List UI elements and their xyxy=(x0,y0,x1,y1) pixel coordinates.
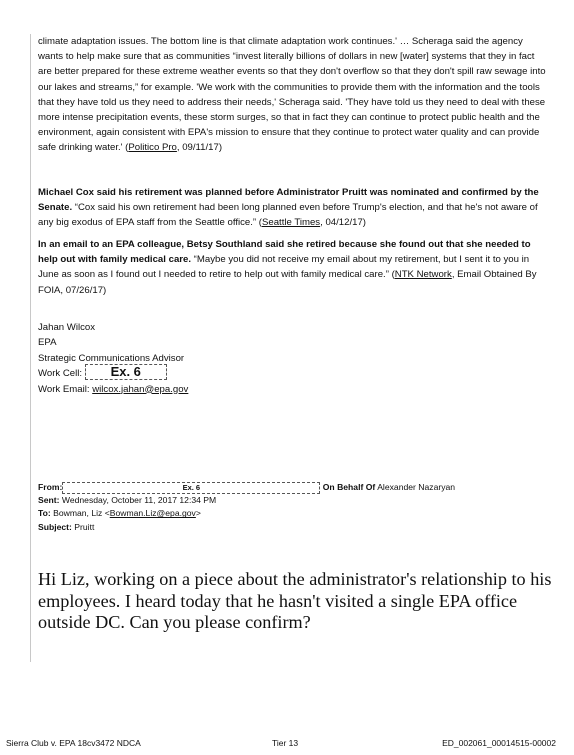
politico-link[interactable]: Politico Pro xyxy=(128,142,177,154)
politico-date: , 09/11/17) xyxy=(176,142,223,154)
cox-date: , 04/12/17) xyxy=(320,217,366,229)
signature-title: Strategic Communications Advisor xyxy=(38,352,185,364)
southland-heading: In an email to an EPA colleague, Betsy Southland said she retired because she found out that she needed to help out with family medical care. xyxy=(38,239,531,266)
subject-row xyxy=(38,521,558,534)
southland-date: , Email Obtained By FOIA, 07/26/17) xyxy=(38,269,537,296)
from-row xyxy=(38,481,558,494)
signature-block xyxy=(38,320,338,397)
signature-email-link[interactable]: wilcox.jahan@epa.gov xyxy=(92,383,189,395)
cox-heading: Michael Cox said his retirement was planned before Administrator Pruitt was nominated and confirmed by the Senate. xyxy=(38,187,539,214)
behalf-name: Alexander Nazaryan xyxy=(377,482,456,492)
ntk-network-link[interactable]: NTK Network xyxy=(394,269,452,281)
from-redaction-box: Ex. 6 xyxy=(62,482,320,494)
subject-label: Subject: xyxy=(38,521,72,532)
from-label: From: xyxy=(38,482,63,492)
message-body: Hi Liz, working on a piece about the administrator's relationship to his employees. I heard today that he hasn't visited a single EPA office outside DC. Can you please confirm? xyxy=(38,569,552,633)
cox-paragraph xyxy=(38,185,548,231)
footer-bates-number: ED_002061_00014515-00002 xyxy=(442,738,556,748)
southland-paragraph xyxy=(38,237,548,298)
to-email-link[interactable]: Bowman.Liz@epa.gov xyxy=(109,508,196,519)
left-margin-rule xyxy=(30,34,31,662)
footer-case-label: Sierra Club v. EPA 18cv3472 NDCA xyxy=(6,738,141,748)
politico-quote: climate adaptation issues. The bottom line is that climate adaptation work continues.' … Scheraga said the agency wants to help make sure that as communities “invest literally billions of dollars in new [water] systems that they in fact are better prepared for these extreme weather events so that they don't overflow so that they don't spill raw sewage into our lakes and streams,” for example. 'We work with the communities to provide them with the information and the tools that they have told us they need to address their needs,' Scheraga said. 'They have told us they need to deal with these more intense precipitation events, these storm surges, so that in fact they can continue to protect public health and the environment, again consistent with EPA's mission to ensure that they continue to protect water quality and can provide safe drinking water.' ( xyxy=(38,36,546,154)
signature-email-row xyxy=(38,382,338,397)
signature-name: Jahan Wilcox xyxy=(38,322,96,333)
cell-label: Work Cell: xyxy=(38,368,83,380)
seattle-times-link[interactable]: Seattle Times xyxy=(261,217,321,229)
cell-redaction-box: Ex. 6 xyxy=(85,364,167,380)
to-name: Bowman, Liz < xyxy=(53,508,110,519)
to-row xyxy=(38,507,558,520)
signature-org: EPA xyxy=(38,337,57,349)
sent-label: Sent: xyxy=(38,495,60,506)
behalf-label: On Behalf Of xyxy=(322,482,376,492)
to-label: To: xyxy=(38,508,51,519)
footer-tier-label: Tier 13 xyxy=(272,738,299,748)
politico-paragraph xyxy=(38,34,548,156)
sent-row xyxy=(38,494,558,507)
to-close: > xyxy=(195,508,201,519)
southland-quote: “Maybe you did not receive my email about my retirement, but I sent it to you in June as soon as I found out I needed to retire to help out with family medical care.” ( xyxy=(38,254,530,281)
signature-cell-row xyxy=(38,363,338,381)
email-header xyxy=(38,481,558,534)
cox-quote: “Cox said his own retirement had been long planned even before Trump's election, and that he's not aware of any big exodus of EPA staff from the Seattle office.” ( xyxy=(38,202,538,229)
email-label: Work Email: xyxy=(38,383,90,395)
subject-value: Pruitt xyxy=(74,521,95,532)
sent-value: Wednesday, October 11, 2017 12:34 PM xyxy=(61,495,217,506)
